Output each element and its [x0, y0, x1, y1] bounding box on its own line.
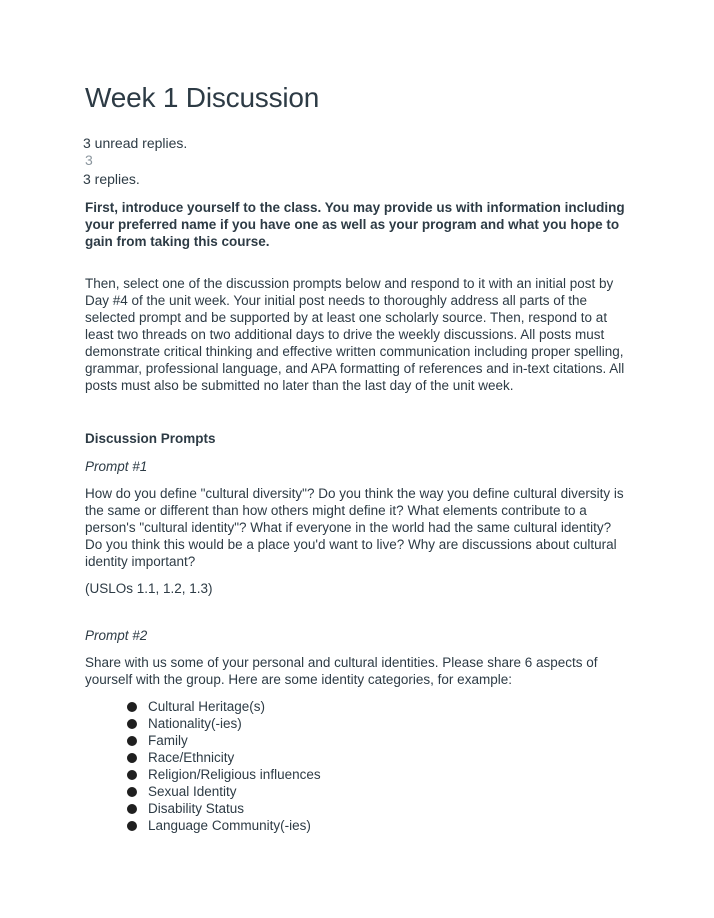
list-item-label: Language Community(-ies)	[148, 818, 311, 833]
list-item-label: Cultural Heritage(s)	[148, 699, 266, 714]
list-item-label: Family	[148, 733, 188, 748]
prompt-1-label: Prompt #1	[85, 459, 148, 474]
list-item	[127, 800, 630, 817]
list-item	[127, 698, 630, 715]
list-item-label: Sexual Identity	[148, 784, 237, 799]
bullet-icon	[127, 702, 137, 712]
list-item-label: Religion/Religious influences	[148, 767, 321, 782]
discussion-body	[85, 199, 630, 834]
intro-paragraph: First, introduce yourself to the class. You may provide us with information including your preferred name if you have one as well as your program and what you hope to gain from taking this course.	[85, 200, 625, 249]
bullet-icon	[127, 770, 137, 780]
prompt-2-label: Prompt #2	[85, 628, 148, 643]
bullet-icon	[127, 753, 137, 763]
bullet-icon	[127, 787, 137, 797]
prompt-1-uslos: (USLOs 1.1, 1.2, 1.3)	[85, 581, 213, 596]
list-item	[127, 766, 630, 783]
prompts-heading: Discussion Prompts	[85, 431, 216, 446]
identity-categories-list	[85, 698, 630, 834]
page-title: Week 1 Discussion	[85, 82, 320, 113]
bullet-icon	[127, 719, 137, 729]
bullet-icon	[127, 821, 137, 831]
replies-count: 3 replies.	[83, 171, 140, 187]
instructions-paragraph: Then, select one of the discussion prompts below and respond to it with an initial post by Day #4 of the unit week. Your initial post needs to thoroughly address all parts of the selected prompt and be supported by at least one scholarly source. Then, respond to at least two threads on two additional days to drive the weekly discussions. All posts must demonstrate critical thinking and effective written communication including proper spelling, grammar, professional language, and APA formatting of references and in-text citations. All posts must also be submitted no later than the last day of the unit week.	[85, 276, 625, 393]
list-item	[127, 749, 630, 766]
bullet-icon	[127, 804, 137, 814]
list-item	[127, 715, 630, 732]
list-item	[127, 732, 630, 749]
list-item-label: Nationality(-ies)	[148, 716, 242, 731]
prompt-2-text: Share with us some of your personal and cultural identities. Please share 6 aspects of yourself with the group. Here are some identity categories, for example:	[85, 655, 598, 687]
bullet-icon	[127, 736, 137, 746]
list-item-label: Disability Status	[148, 801, 245, 816]
list-item-label: Race/Ethnicity	[148, 750, 235, 765]
prompt-1-text: How do you define "cultural diversity"? Do you think the way you define cultural diversity is the same or different than how others might define it? What elements contribute to a person's "cultural identity"? What if everyone in the world had the same cultural identity? Do you think this would be a place you'd want to live? Why are discussions about cultural identity important?	[85, 486, 624, 569]
list-item	[127, 817, 630, 834]
list-item	[127, 783, 630, 800]
reply-count-number: 3	[85, 152, 93, 168]
unread-replies-count: 3 unread replies.	[83, 135, 188, 151]
